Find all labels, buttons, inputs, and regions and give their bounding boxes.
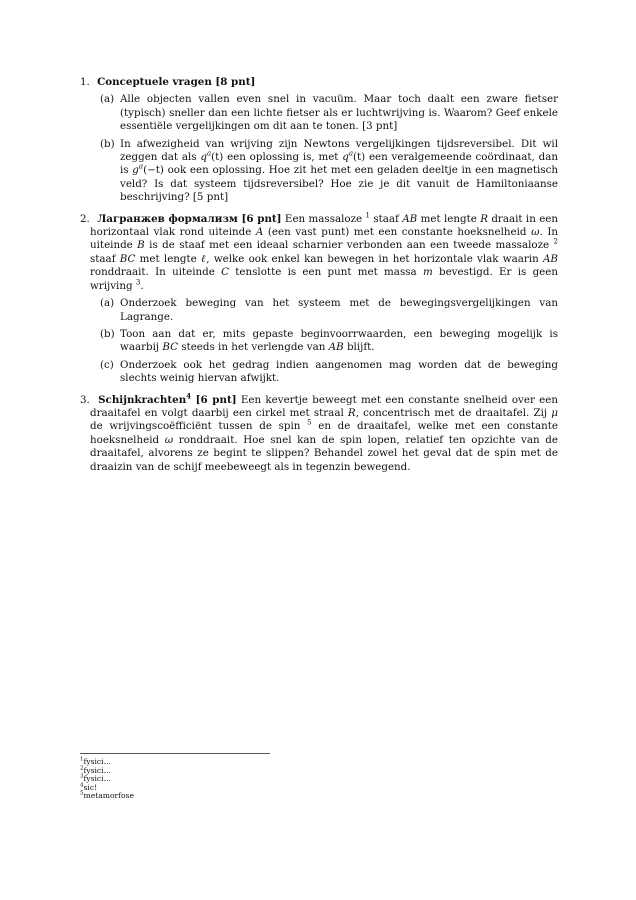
question-number: 3.: [80, 393, 90, 406]
sub-question-1b: [90, 138, 558, 205]
footnote-2: [80, 764, 310, 776]
footnote-ref: 3: [135, 278, 141, 287]
question-3: [80, 391, 559, 474]
footnote-3: [80, 775, 310, 784]
math-symbol: μ: [551, 406, 558, 419]
footnote-1: [80, 758, 310, 767]
math-symbol: BC: [119, 252, 136, 265]
text-run: blijft.: [343, 341, 375, 354]
text-run: , welke ook enkel kan bewegen in het horizontale vlak waarin: [206, 252, 543, 265]
math-superscript: a: [138, 163, 144, 172]
footnote-mark: 2: [80, 764, 84, 771]
math-symbol: ω: [531, 226, 540, 239]
footnote-mark: 5: [80, 790, 84, 797]
footnote-text: fysici...: [83, 774, 111, 783]
text-run: met lengte: [417, 212, 481, 225]
question-2: [80, 213, 558, 386]
text-run: staaf: [90, 252, 120, 265]
math-symbol: AB: [542, 252, 558, 265]
footnote-ref: 5: [307, 418, 312, 427]
sub-question-2a: [90, 297, 558, 324]
sub-question-text: Onderzoek ook het gedrag indien aangenomen mag worden dat de beweging slechts weinig hiervan afwijkt.: [120, 358, 558, 385]
text-run: is de staaf met een ideaal scharnier verbonden aan een tweede massaloze: [144, 239, 554, 252]
footnote-text: fysici...: [83, 765, 111, 775]
question-title: Conceptuele vragen [8 pnt]: [97, 76, 256, 88]
math-symbol: g: [132, 164, 139, 177]
text-run: , concentrisch met de draaitafel. Zij: [355, 406, 552, 419]
text-run: .: [140, 279, 144, 292]
sub-question-text: Alle objecten vallen even snel in vacuüm. Maar toch daalt een zware fietser (typisch) sneller dan een lichte fietser als er luchtwrijving is. Waarom? Geef enkele essentiële vergelijkingen om dit aan te tonen. [3 pnt]: [120, 93, 558, 133]
footnote-text: metamorfose: [83, 791, 134, 800]
text-run: bevestigd. Er is geen wrijving: [90, 266, 558, 292]
sub-question-1a: [90, 93, 558, 133]
sub-question-label: (b): [100, 327, 115, 340]
questions-container: [80, 76, 558, 482]
text-run: de wrijvingscoëfficiënt tussen de spin: [90, 420, 308, 433]
sub-question-2c: [90, 359, 558, 386]
math-symbol: R: [347, 406, 356, 419]
text-run: (−t) ook een oplossing. Hoe zit het met een geladen deeltje in een magnetisch veld? Is dat systeem tijdsreversibel? Hoe zie je dit vanuit de Hamiltoniaanse beschrijving? [5 pnt]: [120, 164, 558, 204]
math-symbol: BC: [162, 341, 179, 354]
text-run: Toon aan dat er, mits gepaste beginvoorrwaarden, een beweging mogelijk is waarbij: [120, 327, 558, 354]
sub-question-label: (a): [100, 93, 115, 106]
footnote-mark: 1: [80, 756, 84, 763]
question-number: 1.: [80, 76, 90, 88]
text-run: In afwezigheid van wrijving zijn Newtons vergelijkingen tijdsreversibel. Dit wil zeggen dat als: [120, 137, 558, 164]
text-run: (t) een veralgemeende coördinaat, dan is: [120, 151, 558, 177]
text-run: Een massaloze: [281, 212, 366, 225]
footnote-ref: 1: [365, 211, 370, 220]
sub-question-label: (a): [100, 297, 115, 310]
question-title: Лагранжев формализм [6 pnt]: [97, 212, 282, 225]
sub-question-2b: [90, 328, 558, 355]
sub-question-label: (c): [100, 358, 114, 371]
math-symbol: AB: [328, 341, 344, 354]
text-run: ronddraait. Hoe snel kan de spin lopen, relatief ten opzichte van de draaitafel, alvorens ze begint te slippen? Behandel zowel het geval dat de spin met de draaizin van de schijf meebeweegt als in tegenzin bewegend.: [90, 433, 558, 473]
text-run: . In uiteinde: [90, 226, 559, 252]
math-symbol: C: [221, 266, 230, 279]
footnote-text: sic!: [83, 782, 98, 792]
math-symbol: q: [200, 151, 207, 164]
question-points: [6 pnt]: [191, 393, 237, 406]
math-symbol: AB: [402, 212, 418, 225]
text-run: Een kevertje beweegt met een constante snelheid over een draaitafel en volgt daarbij een cirkel met straal: [90, 393, 558, 419]
footnote-text: fysici...: [83, 757, 111, 766]
sub-question-list: [90, 93, 558, 204]
footnote-mark: 3: [80, 773, 84, 780]
text-run: (een vast punt) met een constante hoeksnelheid: [263, 226, 532, 239]
sub-question-label: (b): [100, 137, 115, 150]
footnotes: [80, 753, 310, 801]
text-run: staaf: [369, 212, 403, 225]
math-superscript: a: [348, 149, 353, 158]
math-symbol: ℓ: [201, 252, 207, 265]
footnote-ref: 4: [186, 391, 192, 401]
footnote-5: [80, 792, 310, 801]
sub-question-text: Onderzoek beweging van het systeem met de bewegingsvergelijkingen van Lagrange.: [120, 297, 558, 323]
question-1: [80, 76, 558, 205]
math-symbol: A: [255, 226, 264, 239]
text-run: steeds in het verlengde van: [178, 341, 329, 354]
math-symbol: B: [137, 239, 145, 252]
text-run: met lengte: [135, 252, 202, 265]
math-symbol: R: [480, 212, 488, 225]
math-symbol: m: [422, 266, 433, 279]
sub-question-list: [90, 297, 558, 385]
math-symbol: q: [342, 151, 349, 164]
text-run: draait in een horizontaal vlak rond uiteinde: [90, 212, 559, 239]
question-title: Schijnkrachten: [98, 393, 187, 406]
text-run: ronddraait. In uiteinde: [90, 266, 222, 279]
math-symbol: ω: [164, 433, 174, 446]
math-superscript: a: [206, 149, 212, 158]
text-run: (t) een oplossing is, met: [211, 151, 343, 164]
footnote-divider: [80, 753, 270, 754]
text-run: en de draaitafel, welke met een constante hoeksnelheid: [90, 420, 559, 446]
footnote-mark: 4: [80, 781, 84, 788]
footnote-ref: 2: [553, 238, 558, 247]
question-number: 2.: [80, 212, 90, 225]
text-run: tenslotte is een punt met massa: [229, 266, 423, 279]
